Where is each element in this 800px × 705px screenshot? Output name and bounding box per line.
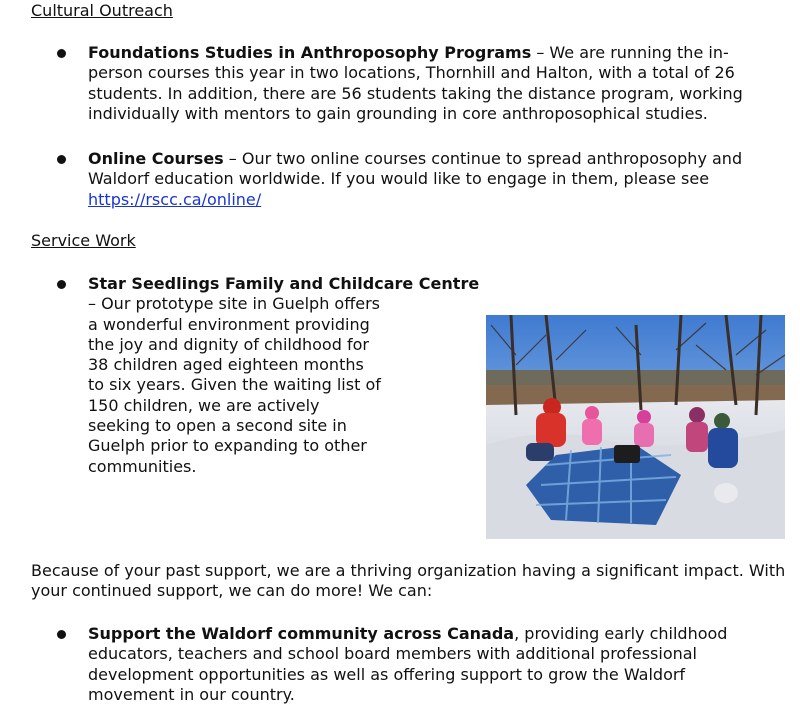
support-title: Support the Waldorf community across Canada [88, 624, 515, 643]
online-courses-paragraph [88, 149, 768, 210]
bullet-icon [57, 155, 66, 164]
bullet-icon [57, 280, 66, 289]
support-text: , providing early childhood educators, teachers and school board members with additional professional development opportunities as well as offering support to grow the Waldorf movement in our country. [88, 624, 728, 704]
seedlings-text: – Our prototype site in Guelph offers a wonderful environment providing the joy and dignity of childhood for 38 children aged eighteen months to six years. Given the waiting list of 150 children, we are actively seeking to open a second site in Guelph prior to expanding to other communities. [88, 294, 381, 476]
online-courses-link[interactable]: https://rscc.ca/online/ [88, 189, 262, 209]
seedlings-paragraph [88, 274, 480, 477]
foundations-text: – We are running the in-person courses this year in two locations, Thornhill and Halton, with a total of 26 students. In addition, there are 56 students taking the distance program, working individually with mentors to gain grounding in core anthroposophical studies. [88, 43, 743, 123]
foundations-title: Foundations Studies in Anthroposophy Programs [88, 43, 532, 62]
seedlings-title: Star Seedlings Family and Childcare Centre [88, 274, 480, 293]
closing-paragraph: Because of your past support, we are a thriving organization having a significant impact. With your continued support, we can do more! We can: [31, 561, 786, 601]
support-paragraph [88, 624, 728, 705]
foundations-paragraph [88, 43, 778, 124]
cultural-outreach-heading: Cultural Outreach [31, 1, 173, 20]
bullet-icon [57, 49, 66, 58]
children-snow-picnic-photo [486, 315, 785, 539]
bullet-icon [57, 630, 66, 639]
service-work-heading: Service Work [31, 231, 136, 250]
online-courses-title: Online Courses [88, 149, 224, 168]
online-courses-text: – Our two online courses continue to spread anthroposophy and Waldorf education worldwide. If you would like to engage in them, please see [88, 149, 743, 189]
